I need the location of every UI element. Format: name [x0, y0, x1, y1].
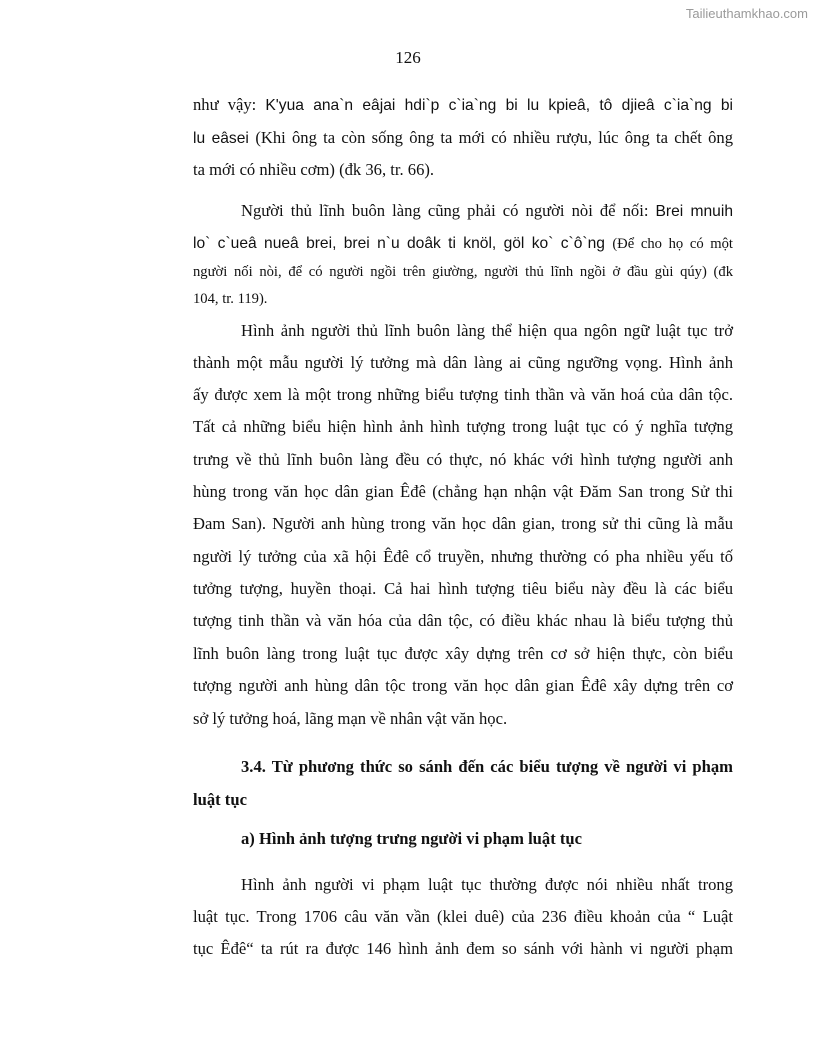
text-segment: Hình ảnh người vi phạm luật tục thường được nói nhiều nhất trong [241, 875, 733, 894]
text-segment: Đam San). Người anh hùng trong văn học dân gian, trong sử thi cũng là mẫu [193, 514, 733, 533]
text-line [193, 938, 733, 960]
text-segment: lĩnh buôn làng trong luật tục được xây dựng trên cơ sở hiện thực, còn biểu [193, 644, 733, 663]
text-segment: 3.4. Từ phương thức so sánh đến các biểu tượng về người vi phạm [241, 757, 733, 776]
text-line [241, 874, 733, 896]
text-line [193, 159, 733, 181]
text-segment: ta mới có nhiều cơm) (đk 36, tr. 66). [193, 160, 435, 179]
ede-text: lo` c`ueâ nueâ brei, brei n`u doâk ti knöl, göl ko` c`ô`ng [193, 235, 613, 252]
text-segment: trưng về thủ lĩnh buôn làng đều có thực, nó khác với hình tượng người anh [193, 450, 733, 469]
text-segment: Hình ảnh người thủ lĩnh buôn làng thể hiện qua ngôn ngữ luật tục trở [241, 321, 733, 340]
text-line [193, 513, 733, 535]
text-line [241, 200, 733, 222]
text-segment: như vậy: [193, 95, 266, 114]
ede-text: Brei mnuih [655, 203, 733, 220]
ede-text: K'yua ana`n eâjai hdi`p c`ia`ng bi lu kpieâ, tô djieâ c`ia`ng bi [265, 97, 733, 114]
text-line [193, 578, 733, 600]
text-segment: luật tục [193, 790, 247, 809]
text-segment: (Để cho họ có một [612, 236, 733, 252]
text-segment: tưởng tượng, huyền thoại. Cả hai hình tượng tiêu biểu này đều là các biểu [193, 579, 733, 598]
text-line [193, 260, 733, 282]
text-line [193, 352, 733, 374]
text-line [241, 320, 733, 342]
text-segment: Người thủ lĩnh buôn làng cũng phải có người nòi để nối: [241, 201, 656, 220]
heading-line [241, 756, 733, 778]
text-line [193, 232, 733, 254]
text-line [193, 94, 733, 116]
text-segment: tượng tinh thần và văn hóa của dân tộc, có điều khác nhau là biểu tượng thủ [193, 611, 733, 630]
text-line [193, 449, 733, 471]
text-segment: người lý tưởng của xã hội Êđê cổ truyền, nhưng thường có pha nhiều yếu tố [193, 547, 733, 566]
heading-line [193, 789, 733, 811]
text-segment: người nối nòi, để có người ngồi trên giường, người thủ lĩnh ngồi ở đầu gùi qúy) (đk [193, 264, 733, 280]
text-segment: luật tục. Trong 1706 câu văn vần (klei duê) của 236 điều khoản của “ Luật [193, 907, 733, 926]
text-line [193, 610, 733, 632]
text-line [193, 384, 733, 406]
text-segment: thành một mẫu người lý tưởng mà dân làng ai cũng ngưỡng vọng. Hình ảnh [193, 353, 733, 372]
text-segment: a) Hình ảnh tượng trưng người vi phạm luật tục [241, 829, 583, 848]
heading-line [241, 828, 733, 850]
text-line [193, 287, 733, 309]
text-segment: ấy được xem là một trong những biểu tượng tinh thần và văn hoá của dân tộc. [193, 385, 733, 404]
ede-text: lu eâsei [193, 130, 256, 147]
text-segment: tượng người anh hùng dân tộc trong văn học dân gian Êđê xây dựng trên cơ [193, 676, 733, 695]
text-segment: hùng trong văn học dân gian Êđê (chẳng hạn nhận vật Đăm San trong Sử thi [193, 482, 733, 501]
text-segment: tục Êđê“ ta rút ra được 146 hình ảnh đem so sánh với hành vi người phạm [193, 939, 733, 958]
text-line [193, 643, 733, 665]
text-segment: sở lý tưởng hoá, lãng mạn về nhân vật văn học. [193, 709, 508, 728]
text-segment: (Khi ông ta còn sống ông ta mới có nhiều rượu, lúc ông ta chết ông [255, 128, 733, 147]
text-line [193, 481, 733, 503]
text-line [193, 546, 733, 568]
watermark: Tailieuthamkhao.com [685, 6, 808, 21]
text-line [193, 708, 733, 730]
page-number: 126 [395, 48, 421, 67]
text-line [193, 416, 733, 438]
text-line [193, 906, 733, 928]
text-line [193, 675, 733, 697]
text-segment: 104, tr. 119). [193, 291, 268, 307]
text-segment: Tất cả những biểu hiện hình ảnh hình tượng trong luật tục có ý nghĩa tượng [193, 417, 733, 436]
text-line [193, 127, 733, 149]
